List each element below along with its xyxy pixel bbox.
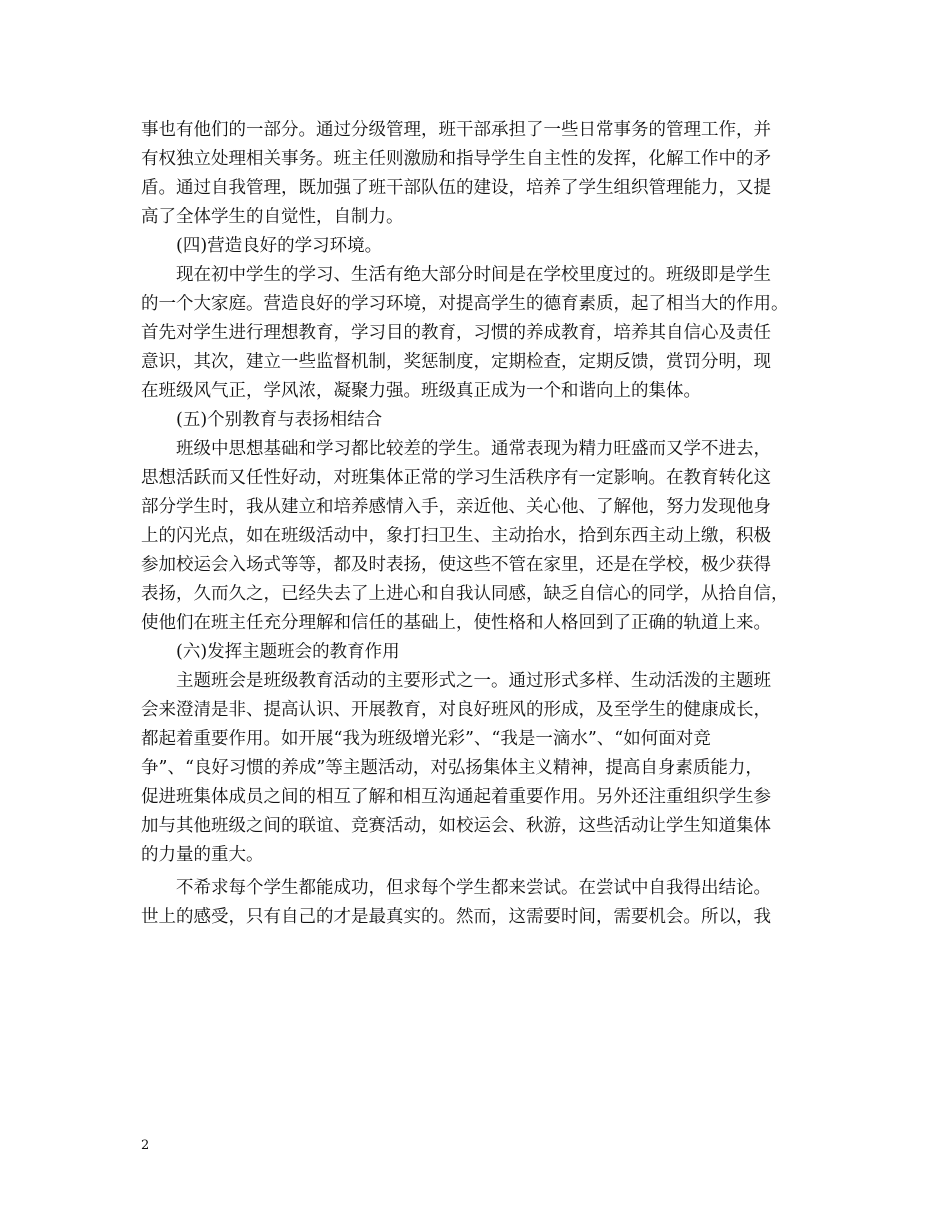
text-line: 世上的感受，只有自己的才是最真实的。然而，这需要时间，需要机会。所以，我 <box>141 907 771 927</box>
text-line: 盾。通过自我管理，既加强了班干部队伍的建设，培养了学生组织管理能力，又提 <box>141 178 771 198</box>
text-line: 表扬，久而久之，已经失去了上进心和自我认同感，缺乏自信心的同学，从拾自信， <box>141 584 789 604</box>
page-number: 2 <box>141 1138 150 1153</box>
section-heading: (六)发挥主题班会的教育作用 <box>176 642 400 662</box>
text-line: 有权独立处理相关事务。班主任则激励和指导学生自主性的发挥，化解工作中的矛 <box>141 149 771 169</box>
text-line: 都起着重要作用。如开展“我为班级增光彩”、“我是一滴水”、“如何面对竞 <box>141 729 711 749</box>
body-text <box>141 116 821 932</box>
text-line: 思想活跃而又任性好动，对班集体正常的学习生活秩序有一定影响。在教育转化这 <box>141 468 771 488</box>
text-line: 部分学生时，我从建立和培养感情入手，亲近他、关心他、了解他，努力发现他身 <box>141 497 771 517</box>
text-line: 班级中思想基础和学习都比较差的学生。通常表现为精力旺盛而又学不进去， <box>176 439 771 459</box>
text-line: 的力量的重大。 <box>141 845 264 865</box>
text-line: 在班级风气正，学风浓，凝聚力强。班级真正成为一个和谐向上的集体。 <box>141 381 701 401</box>
text-line: 事也有他们的一部分。通过分级管理，班干部承担了一些日常事务的管理工作，并 <box>141 120 771 140</box>
text-line: 不希求每个学生都能成功，但求每个学生都来尝试。在尝试中自我得出结论。 <box>176 878 771 898</box>
section-heading: (四)营造良好的学习环境。 <box>176 236 383 256</box>
text-line: 主题班会是班级教育活动的主要形式之一。通过形式多样、生动活泼的主题班 <box>176 671 771 691</box>
text-line: 促进班集体成员之间的相互了解和相互沟通起着重要作用。另外还注重组织学生参 <box>141 787 771 807</box>
text-line: 上的闪光点，如在班级活动中，象打扫卫生、主动抬水，拾到东西主动上缴，积极 <box>141 526 771 546</box>
text-line: 争”、“良好习惯的养成”等主题活动，对弘扬集体主义精神，提高自身素质能力， <box>141 758 763 778</box>
text-line: 加与其他班级之间的联谊、竞赛活动，如校运会、秋游，这些活动让学生知道集体 <box>141 816 771 836</box>
section-heading: (五)个别教育与表扬相结合 <box>176 410 383 430</box>
text-line: 意识，其次，建立一些监督机制，奖惩制度，定期检查，定期反馈，赏罚分明，现 <box>141 352 771 372</box>
text-line: 首先对学生进行理想教育，学习目的教育，习惯的养成教育，培养其自信心及责任 <box>141 323 771 343</box>
text-line: 高了全体学生的自觉性，自制力。 <box>141 207 404 227</box>
text-line: 现在初中学生的学习、生活有绝大部分时间是在学校里度过的。班级即是学生 <box>176 265 771 285</box>
text-line: 会来澄清是非、提高认识、开展教育，对良好班风的形成，及至学生的健康成长， <box>141 700 771 720</box>
text-line: 使他们在班主任充分理解和信任的基础上，使性格和人格回到了正确的轨道上来。 <box>141 613 771 633</box>
text-line: 的一个大家庭。营造良好的学习环境，对提高学生的德育素质，起了相当大的作用。 <box>141 294 789 314</box>
text-line: 参加校运会入场式等等，都及时表扬，使这些不管在家里，还是在学校，极少获得 <box>141 555 771 575</box>
